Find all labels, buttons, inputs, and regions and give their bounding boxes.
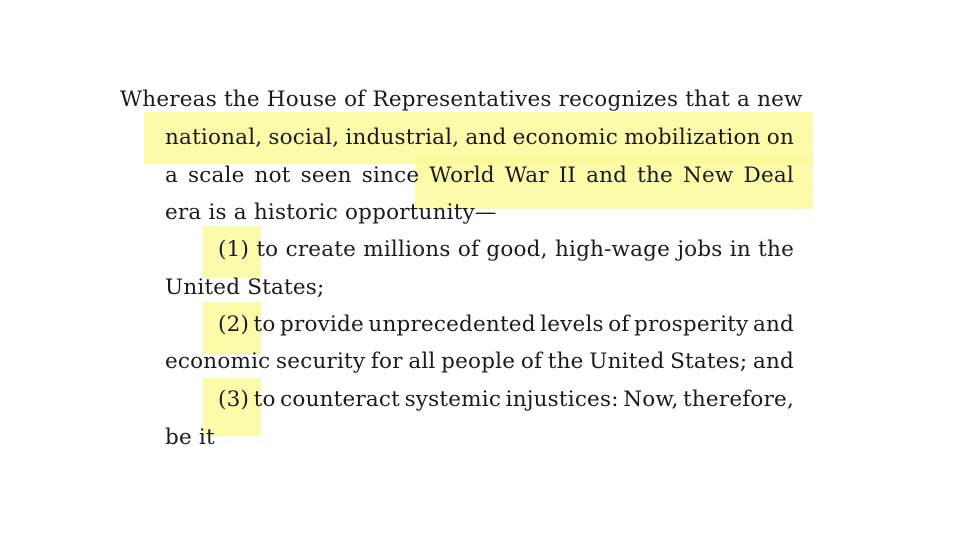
text-line-5: (1) to create millions of good, high-wage jobs in the [218, 237, 794, 262]
text-line-7: (2) to provide unprecedented levels of prosperity and [218, 312, 794, 337]
text-line-6: United States; [165, 275, 325, 300]
text-line-10: be it [165, 425, 215, 450]
text-line-8: economic security for all people of the United States; and [165, 349, 794, 374]
text-line-1: Whereas the House of Representatives recognizes that a new [120, 87, 803, 112]
text-line-9: (3) to counteract systemic injustices: Now, therefore, [218, 387, 794, 412]
text-line-2: national, social, industrial, and economic mobilization on [165, 125, 794, 150]
text-line-4: era is a historic opportunity— [165, 200, 497, 225]
text-line-3: a scale not seen since World War II and the New Deal [165, 163, 794, 188]
